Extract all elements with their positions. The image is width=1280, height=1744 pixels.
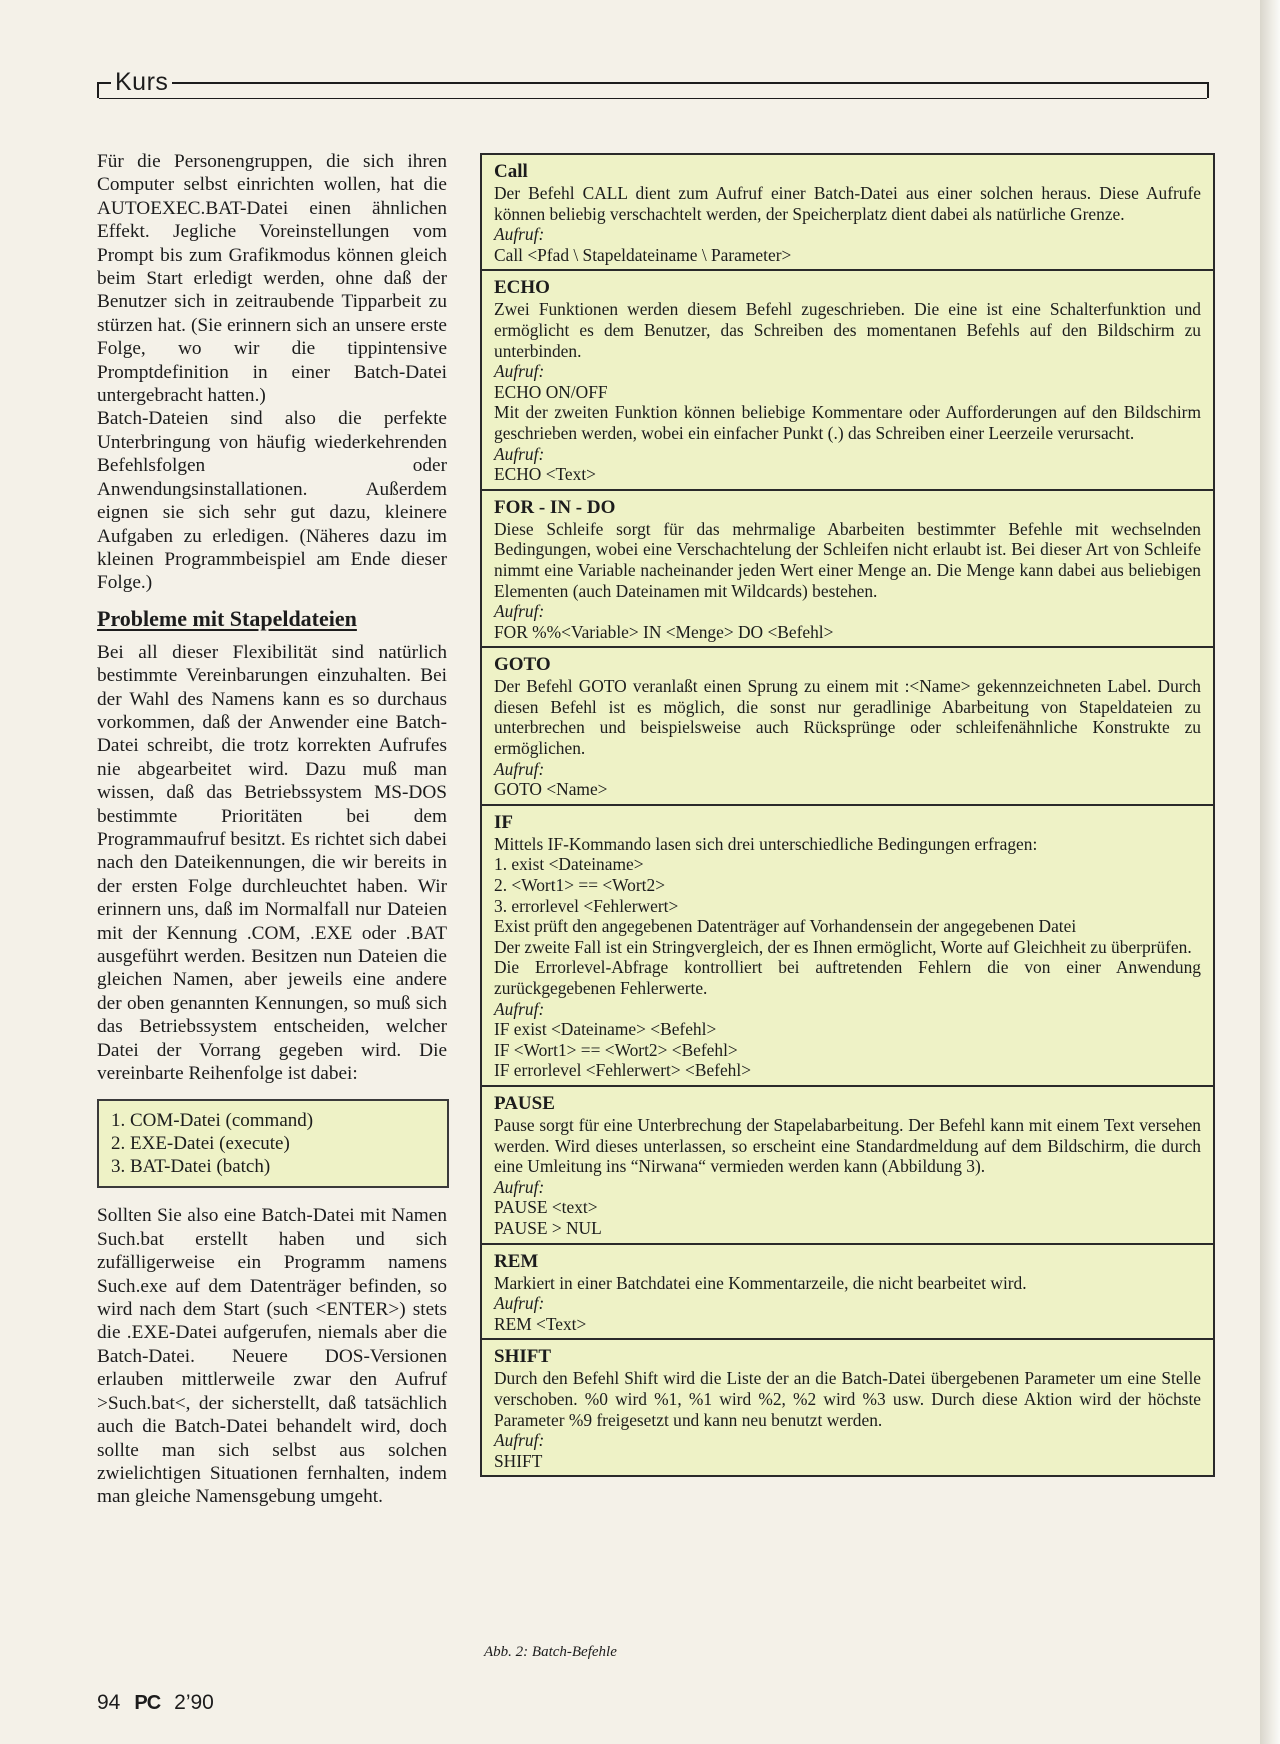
command-name: ECHO [494,277,550,299]
magazine-logo: PC [134,1692,161,1714]
condition-item: 2. <Wort1> == <Wort2> [494,875,666,896]
paragraph: Sollten Sie also eine Batch-Datei mit Namen Such.bat erstellt haben und sich zufälligerweise ein Programm namens Such.exe auf dem Datenträger befinden, so wird nach dem Start (such <ENTER>) stets die .EXE-Datei aufgerufen, niemals aber die Batch-Datei. Neuere DOS-Versionen erlauben mittlerweile zwar den Aufruf >Such.bat<, der sicherstellt, daß tatsächlich auch die Batch-Datei behandelt wird, doch sollte man sich selbst aus solchen zwielichtigen Situationen fernhalten, indem man gleiche Namensgebung umgeht. [97,1205,447,1508]
command-description: Der Befehl GOTO veranlaßt einen Sprung zu einem mit :<Name> gekennzeichneten Label. Durch diesen Befehl ist es möglich, die sonst nur geradlinige Abarbeitung von Stapeldateien zu unterbrechen und beispielsweise auch Rücksprünge oder schleifenähnliche Konstrukte zu ermöglichen. [494,676,1201,759]
paragraph: Für die Personengruppen, die sich ihren Computer selbst einrichten wollen, hat die AUTOEXEC.BAT-Datei einen ähnlichen Effekt. Jegliche Voreinstellungen vom Prompt bis zum Grafikmodus können gleich beim Start erledigt werden, ohne daß der Benutzer sich in zeitraubende Tipparbeit zu stürzen hat. (Sie erinnern sich an unsere erste Folge, wo wir die tippintensive Promptdefinition in einer Batch-Datei untergebracht hatten.) [97,151,447,407]
command-if [482,804,1213,1085]
command-call [482,155,1213,269]
aufruf-label: Aufruf: [494,758,545,779]
section-header [97,70,1209,102]
priority-order-box [97,1099,449,1188]
section-title: Kurs [111,68,172,97]
command-syntax: FOR %%<Variable> IN <Menge> DO <Befehl> [494,621,834,642]
command-rem [482,1243,1213,1339]
order-item: 2. EXE-Datei (execute) [111,1133,290,1155]
aufruf-label: Aufruf: [494,361,545,382]
command-description: Pause sorgt für eine Unterbrechung der Stapelabarbeitung. Der Befehl kann mit einem Text versehen werden. Wird dieses unterlassen, so erscheint eine Standardmeldung auf dem Bildschirm, die durch eine Umleitung ins “Nirwana“ vermieden werden kann (Abbildung 3). [494,1114,1201,1177]
command-syntax: GOTO <Name> [494,779,608,800]
page-edge-shadow [1260,0,1280,1744]
condition-item: 1. exist <Dateiname> [494,854,644,875]
command-syntax: ECHO <Text> [494,464,596,485]
aufruf-label: Aufruf: [494,1293,545,1314]
figure-caption: Abb. 2: Batch-Befehle [484,1644,617,1660]
command-syntax: ECHO ON/OFF [494,381,608,402]
page-number: 94 [97,1691,121,1714]
command-echo [482,269,1213,488]
command-shift [482,1338,1213,1475]
command-description: Markiert in einer Batchdatei eine Kommentarzeile, die nicht bearbeitet wird. [494,1272,1027,1293]
command-syntax: SHIFT [494,1450,543,1471]
command-name: IF [494,811,513,833]
paragraph: Batch-Dateien sind also die perfekte Unterbringung von häufig wiederkehrenden Befehlsfolgen oder Anwendungsinstallationen. Außerdem eignen sie sich sehr gut dazu, kleinere Aufgaben zu erledigen. (Näheres dazu im kleinen Programmbeispiel am Ende dieser Folge.) [97,408,447,594]
command-description: Mittels IF-Kommando lasen sich drei unterschiedliche Bedingungen erfragen: [494,833,1038,854]
aufruf-label: Aufruf: [494,601,545,622]
command-for [482,489,1213,647]
condition-item: 3. errorlevel <Fehlerwert> [494,895,679,916]
command-syntax: IF exist <Dateiname> <Befehl> [494,1019,717,1040]
command-syntax: Call <Pfad \ Stapeldateiname \ Parameter> [494,244,792,265]
command-name: PAUSE [494,1092,555,1114]
subheading: Probleme mit Stapeldateien [97,605,357,631]
command-name: SHIFT [494,1346,552,1368]
command-syntax: IF <Wort1> == <Wort2> <Befehl> [494,1039,738,1060]
command-description: Exist prüft den angegebenen Datenträger auf Vorhandensein der angegebenen Datei [494,916,1077,937]
aufruf-label: Aufruf: [494,443,545,464]
command-description: Die Errorlevel-Abfrage kontrolliert bei auftretenden Fehlern die von einer Anwendung zurückgegebenen Fehlerwerte. [494,957,1201,998]
command-syntax: PAUSE <text> [494,1197,598,1218]
aufruf-label: Aufruf: [494,1176,545,1197]
header-rule [97,82,1209,98]
command-name: Call [494,161,528,182]
command-pause [482,1085,1213,1243]
issue-number: 2’90 [174,1691,214,1714]
aufruf-label: Aufruf: [494,998,545,1019]
command-name: GOTO [494,654,551,676]
command-goto [482,646,1213,804]
command-description: Zwei Funktionen werden diesem Befehl zugeschrieben. Die eine ist eine Schalterfunktion und ermöglicht es dem Benutzer, das Schreiben des momentanen Befehls auf den Bildschirm zu unterbinden. [494,299,1201,361]
command-syntax: REM <Text> [494,1313,587,1334]
order-item: 3. BAT-Datei (batch) [111,1156,271,1178]
aufruf-label: Aufruf: [494,224,545,245]
command-description: Durch den Befehl Shift wird die Liste der an die Batch-Datei übergebenen Parameter um eine Stelle verschoben. %0 wird %1, %1 wird %2, %2 wird %3 usw. Durch diese Aktion wird der höchste Parameter %9 freigesetzt und kann neu benutzt werden. [494,1368,1201,1430]
command-syntax: IF errorlevel <Fehlerwert> <Befehl> [494,1060,752,1081]
paragraph: Bei all dieser Flexibilität sind natürlich bestimmte Vereinbarungen einzuhalten. Bei der Wahl des Namens kann es so durchaus vorkommen, daß der Anwender eine Batch-Datei schreibt, die trotz korrekten Aufrufes nie abgearbeitet wird. Dazu muß man wissen, daß das Betriebssystem MS-DOS bestimmte Prioritäten bei dem Programmaufruf besitzt. Es richtet sich dabei nach den Dateikennungen, die wir bereits in der ersten Folge durchleuchtet haben. Wir erinnern uns, daß im Normalfall nur Dateien mit der Kennung .COM, .EXE oder .BAT ausgeführt werden. Besitzen nun Dateien die gleichen Namen, aber jeweils eine andere der oben genannten Kennungen, so muß sich das Betriebssystem entscheiden, welcher Datei der Vorrang gegeben wird. Die vereinbarte Reihenfolge ist dabei: [97,641,447,1085]
command-description: Der Befehl CALL dient zum Aufruf einer Batch-Datei aus einer solchen heraus. Diese Aufrufe können beliebig verschachtelt werden, der Speicherplatz dient dabei als natürliche Grenze. [494,183,1201,224]
command-name: FOR - IN - DO [494,496,616,518]
article-left-column [97,150,447,1509]
command-name: REM [494,1250,539,1272]
command-description: Mit der zweiten Funktion können beliebige Kommentare oder Aufforderungen auf den Bildschirm geschrieben werden, wobei ein einfacher Punkt (.) das Schreiben einer Leerzeile verursacht. [494,402,1201,443]
aufruf-label: Aufruf: [494,1430,545,1451]
order-item: 1. COM-Datei (command) [111,1110,314,1132]
batch-commands-table [480,153,1215,1477]
command-description: Diese Schleife sorgt für das mehrmalige Abarbeiten bestimmter Befehle mit wechselnden Bedingungen, wobei eine Verschachtelung der Schleifen nicht erlaubt ist. Bei dieser Art von Schleife nimmt eine Variable nacheinander jeden Wert einer Menge an. Die Menge kann dabei aus beliebigen Elementen (auch Dateinamen mit Wildcards) bestehen. [494,518,1201,601]
page-footer [97,1691,214,1715]
command-syntax: PAUSE > NUL [494,1217,602,1238]
command-description: Der zweite Fall ist ein Stringvergleich, der es Ihnen ermöglicht, Worte auf Gleichheit zu überprüfen. [494,936,1192,957]
